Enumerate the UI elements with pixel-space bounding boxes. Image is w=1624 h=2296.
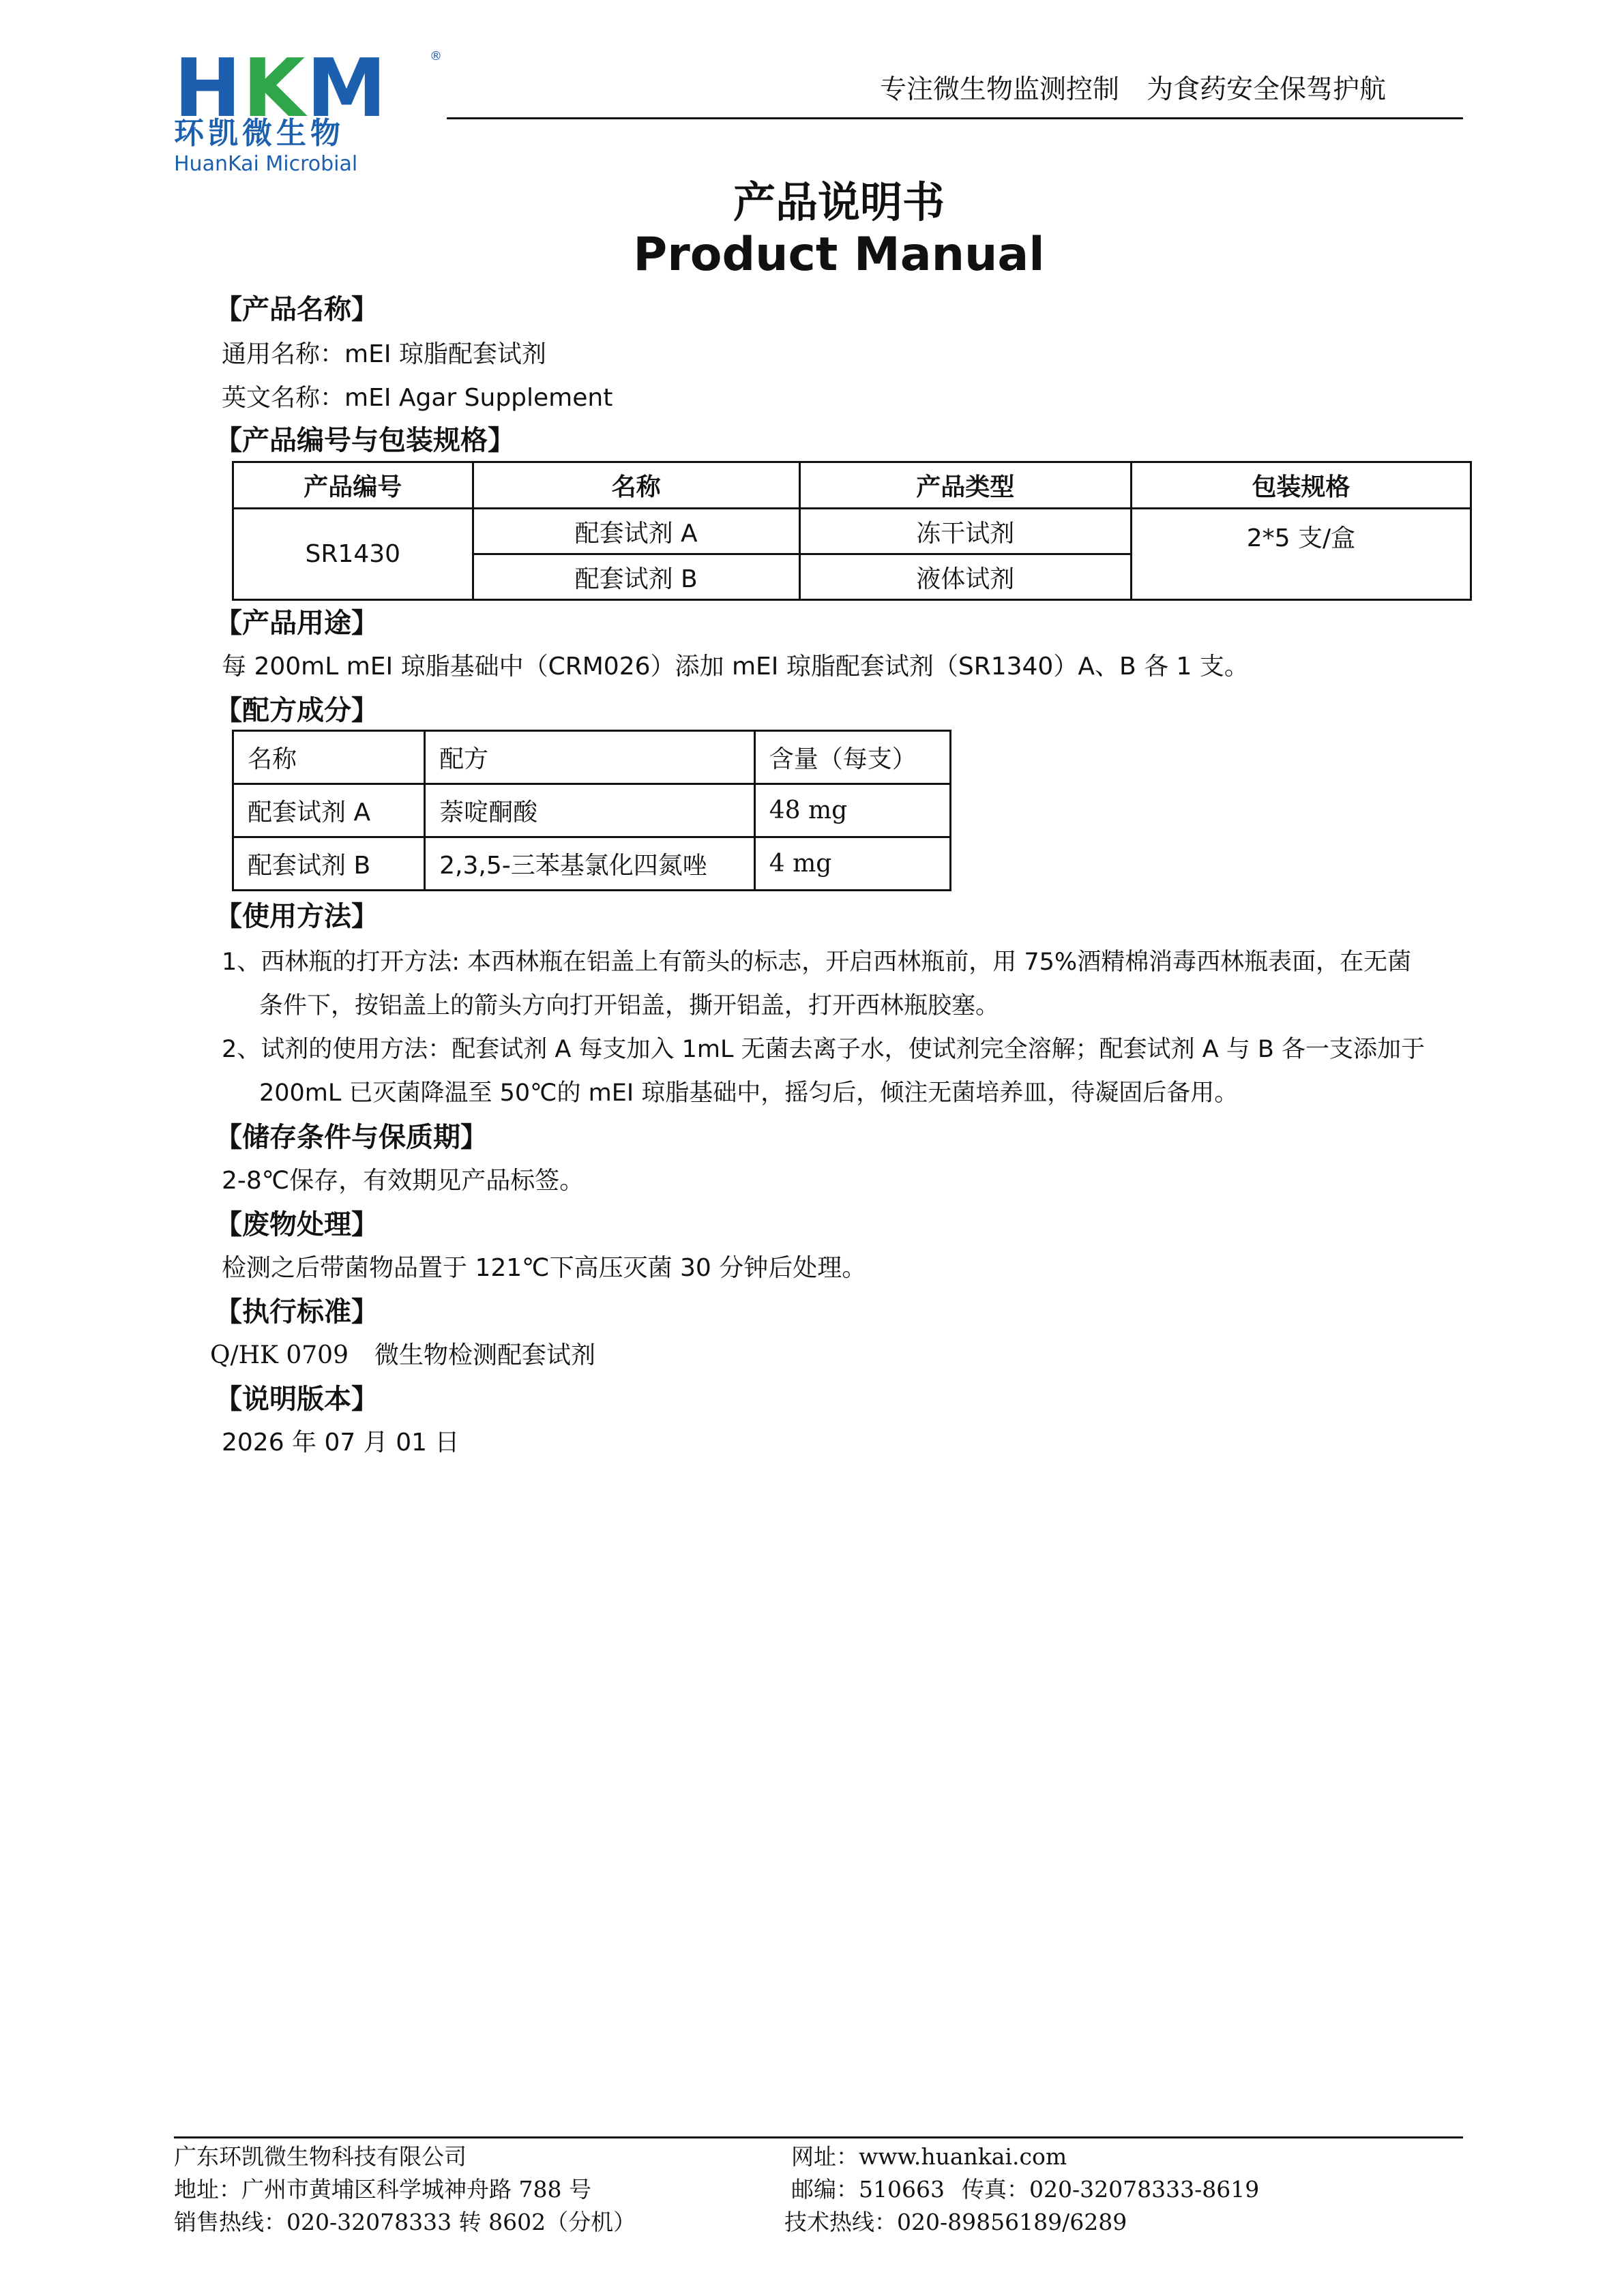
version-text: 2026 年 07 月 01 日 bbox=[222, 1429, 460, 1457]
table-row bbox=[233, 837, 951, 891]
section-heading-version: 【说明版本】 bbox=[215, 1384, 379, 1415]
footer-website[interactable]: 网址：www.huankai.com bbox=[791, 2143, 1067, 2170]
english-name: 英文名称：mEI Agar Supplement bbox=[222, 384, 613, 412]
product-code-cell: SR1430 bbox=[233, 509, 473, 600]
formula-table bbox=[232, 730, 951, 891]
standard-code: Q/HK 0709 bbox=[210, 1341, 349, 1369]
logo-registered-mark: ® bbox=[430, 49, 442, 63]
amount-cell: 48 mg bbox=[754, 784, 950, 837]
product-code-table bbox=[232, 461, 1472, 601]
company-logo bbox=[174, 41, 447, 176]
generic-name: 通用名称：mEI 琼脂配套试剂 bbox=[222, 340, 546, 368]
section-heading-waste: 【废物处理】 bbox=[215, 1209, 379, 1240]
method-item-1-line-2: 条件下，按铝盖上的箭头方向打开铝盖，撕开铝盖，打开西林瓶胶塞。 bbox=[259, 992, 1000, 1019]
method-item-1-line-1: 1、西林瓶的打开方法: 本西林瓶在铝盖上有箭头的标志，开启西林瓶前，用 75%酒精棉消毒西林瓶表面，在无菌 bbox=[222, 949, 1412, 976]
usage-text: 每 200mL mEI 琼脂基础中（CRM026）添加 mEI 琼脂配套试剂（SR1340）A、B 各 1 支。 bbox=[222, 653, 1249, 681]
standard-text: 微生物检测配套试剂 bbox=[374, 1341, 596, 1369]
table-header-cell: 名称 bbox=[473, 462, 799, 509]
table-header-row bbox=[233, 462, 1471, 509]
method-item-2-line-2: 200mL 已灭菌降温至 50℃的 mEI 琼脂基础中，摇匀后，倾注无菌培养皿，待凝固后备用。 bbox=[259, 1079, 1239, 1107]
storage-text: 2-8℃保存，有效期见产品标签。 bbox=[222, 1167, 585, 1195]
section-heading-standard: 【执行标准】 bbox=[215, 1296, 379, 1328]
table-header-cell: 产品类型 bbox=[799, 462, 1131, 509]
table-row bbox=[233, 784, 951, 837]
method-item-2-line-1: 2、试剂的使用方法：配套试剂 A 每支加入 1mL 无菌去离子水，使试剂完全溶解；配套试剂 A 与 B 各一支添加于 bbox=[222, 1036, 1426, 1063]
table-header-cell: 产品编号 bbox=[233, 462, 473, 509]
footer-postcode: 邮编：510663 bbox=[791, 2176, 945, 2203]
section-heading-usage: 【产品用途】 bbox=[215, 608, 379, 639]
product-name-cell: 配套试剂 A bbox=[473, 509, 799, 554]
section-heading-formula: 【配方成分】 bbox=[215, 695, 379, 726]
amount-cell: 4 mg bbox=[754, 837, 950, 891]
table-row bbox=[233, 509, 1471, 554]
table-header-cell: 配方 bbox=[425, 731, 755, 784]
package-cell: 2*5 支/盒 bbox=[1131, 509, 1471, 600]
logo-name-cn: 环凯微生物 bbox=[174, 116, 344, 151]
table-header-cell: 含量（每支） bbox=[754, 731, 950, 784]
footer-rule bbox=[174, 2136, 1463, 2138]
page-title-en: Product Manual bbox=[633, 228, 1045, 282]
formula-cell: 萘啶酮酸 bbox=[425, 784, 755, 837]
footer-company: 广东环凯微生物科技有限公司 bbox=[174, 2143, 467, 2170]
slogan-part-2: 为食药安全保驾护航 bbox=[1147, 74, 1387, 105]
product-type-cell: 液体试剂 bbox=[799, 554, 1131, 600]
table-header-row bbox=[233, 731, 951, 784]
section-heading-storage: 【储存条件与保质期】 bbox=[215, 1122, 488, 1153]
formula-name-cell: 配套试剂 B bbox=[233, 837, 425, 891]
slogan-part-1: 专注微生物监测控制 bbox=[880, 74, 1120, 105]
section-heading-method: 【使用方法】 bbox=[215, 901, 379, 932]
table-header-cell: 包装规格 bbox=[1131, 462, 1471, 509]
footer-tech-hotline: 技术热线：020-89856189/6289 bbox=[784, 2209, 1127, 2235]
waste-text: 检测之后带菌物品置于 121℃下高压灭菌 30 分钟后处理。 bbox=[222, 1254, 867, 1282]
table-header-cell: 名称 bbox=[233, 731, 425, 784]
footer-address: 地址：广州市黄埔区科学城神舟路 788 号 bbox=[174, 2176, 591, 2203]
logo-letter-k: K bbox=[242, 41, 307, 135]
section-heading-code: 【产品编号与包装规格】 bbox=[215, 425, 515, 456]
formula-name-cell: 配套试剂 A bbox=[233, 784, 425, 837]
footer-fax: 传真：020-32078333-8619 bbox=[962, 2176, 1260, 2203]
logo-name-en: HuanKai Microbial bbox=[174, 152, 358, 176]
section-heading-name: 【产品名称】 bbox=[215, 294, 379, 325]
product-name-cell: 配套试剂 B bbox=[473, 554, 799, 600]
formula-cell: 2,3,5-三苯基氯化四氮唑 bbox=[425, 837, 755, 891]
header-rule bbox=[447, 117, 1463, 119]
header-slogan bbox=[880, 76, 1413, 103]
footer-sales-hotline: 销售热线：020-32078333 转 8602（分机） bbox=[174, 2209, 636, 2235]
standard-line bbox=[210, 1343, 595, 1368]
product-type-cell: 冻干试剂 bbox=[799, 509, 1131, 554]
page-title-cn: 产品说明书 bbox=[733, 177, 945, 227]
logo-letters: HKM bbox=[174, 41, 388, 135]
